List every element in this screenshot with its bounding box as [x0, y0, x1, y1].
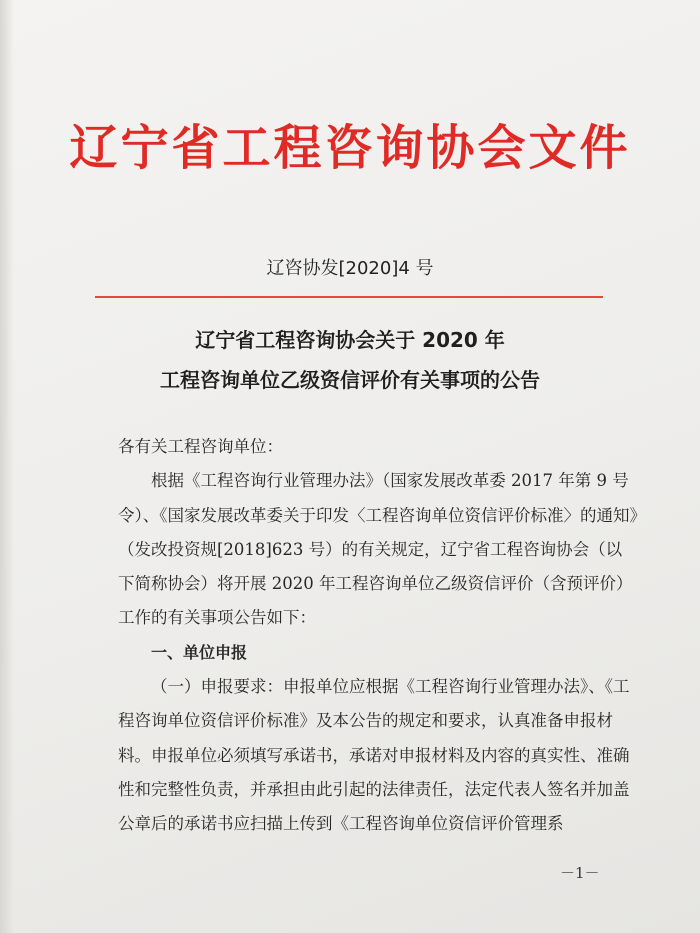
- document-body: [118, 430, 638, 842]
- page-number: －1－: [560, 864, 600, 882]
- paragraph-intro: 根据《工程咨询行业管理办法》（国家发展改革委 2017 年第 9 号令）、《国家发展改革委关于印发〈工程咨询单位资信评价标准〉的通知》（发改投资规[2018]623 号）的有关规定，辽宁省工程咨询协会（以下简称协会）将开展 2020 年工程咨询单位乙级资信评价（含预评价）工作的有关事项公告如下：: [118, 471, 638, 628]
- red-divider-line: [95, 296, 603, 298]
- notice-title-line1: 辽宁省工程咨询协会关于 2020 年: [195, 328, 505, 352]
- document-number: 辽咨协发[2020]4 号: [266, 258, 434, 279]
- paragraph-requirements: （一）申报要求：申报单位应根据《工程咨询行业管理办法》、《工程咨询单位资信评价标准》及本公告的规定和要求，认真准备申报材料。申报单位必须填写承诺书，承诺对申报材料及内容的真实性、准确性和完整性负责，并承担由此引起的法律责任，法定代表人签名并加盖公章后的承诺书应扫描上传到《工程咨询单位资信评价管理系: [118, 677, 630, 834]
- masthead-title: 辽宁省工程咨询协会文件: [69, 120, 631, 176]
- notice-title-line2: 工程咨询单位乙级资信评价有关事项的公告: [160, 368, 540, 392]
- salutation: 各有关工程咨询单位：: [118, 437, 283, 456]
- section-heading-1: 一、单位申报: [151, 642, 248, 662]
